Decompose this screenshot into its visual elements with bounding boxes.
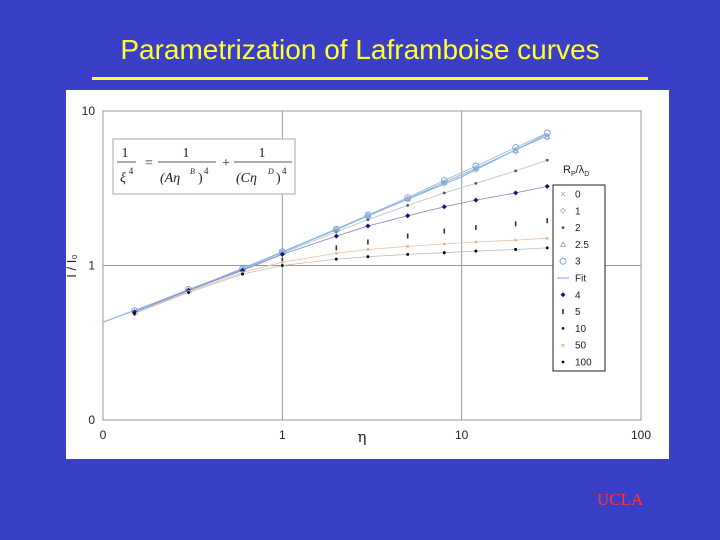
series-10 — [133, 246, 548, 314]
series-5-point — [407, 234, 409, 239]
series-100-point — [241, 273, 244, 276]
series-50 — [133, 237, 548, 315]
formula-term2-exp-d: D — [268, 167, 274, 176]
series-4-point — [513, 190, 518, 195]
y-axis-label: I / I₀ — [64, 254, 79, 278]
formula-term1-exp-b: B — [190, 167, 195, 176]
legend-swatch — [562, 309, 564, 314]
series-50-point — [546, 237, 549, 240]
series-50-point — [474, 241, 477, 244]
ucla-logo-text: UCLA — [597, 490, 644, 509]
chart-svg — [66, 90, 669, 459]
series-5 — [134, 218, 548, 316]
y-tick-label: 1 — [88, 258, 95, 273]
y-tick-label: 10 — [81, 104, 95, 118]
series-100-point — [406, 253, 409, 256]
formula-term1-exp: 4 — [204, 166, 209, 176]
series-2-point — [474, 182, 477, 185]
formula-lhs-exp: 4 — [128, 166, 134, 176]
legend-label: 2.5 — [575, 239, 589, 251]
legend-swatch — [562, 327, 565, 330]
series-4-point — [545, 184, 550, 189]
legend-label: 10 — [575, 323, 587, 335]
series-100-trend — [135, 248, 548, 313]
series-4 — [132, 184, 550, 315]
series-100-point — [133, 312, 136, 315]
series-2-point — [546, 159, 549, 162]
formula-lhs-den: ξ — [120, 171, 126, 186]
title-underline — [92, 77, 648, 80]
series-100-point — [335, 258, 338, 261]
series-4-trend — [135, 186, 548, 312]
series-5-point — [336, 245, 338, 250]
series-4-point — [442, 204, 447, 209]
legend-label: 50 — [575, 340, 587, 352]
chart-panel — [66, 90, 669, 459]
legend-label: 3 — [575, 256, 581, 268]
x-tick-label: 1 — [278, 428, 286, 442]
legend-title: $R_P/\lambda_D$ — [563, 164, 590, 178]
series-100 — [133, 246, 548, 314]
formula-term2-exp: 4 — [282, 166, 287, 176]
series-4-point — [365, 224, 370, 229]
series-5-point — [515, 221, 517, 226]
series-50-point — [366, 248, 369, 251]
series-100-point — [187, 291, 190, 294]
legend-label: 0 — [575, 189, 581, 201]
formula-term1-num: 1 — [182, 146, 190, 161]
series-5-point — [367, 239, 369, 244]
svg-text:+: + — [222, 156, 230, 171]
series-100-point — [514, 248, 517, 251]
series-2-point — [443, 192, 446, 195]
y-tick-label: 0 — [88, 413, 95, 427]
legend-swatch — [562, 344, 565, 347]
x-tick-label: 0 — [99, 428, 107, 442]
series-5-point — [443, 229, 445, 234]
series-2-point — [514, 169, 517, 172]
legend-label: 4 — [575, 290, 581, 302]
legend — [553, 164, 605, 371]
series-4-point — [473, 198, 478, 203]
series-100-point — [474, 250, 477, 253]
series-50-point — [406, 245, 409, 248]
formula-term1-den-a: (Aη — [160, 171, 181, 186]
formula-term2-den-a: (Cη — [236, 171, 257, 186]
series-2-point — [406, 204, 409, 207]
svg-text:=: = — [145, 156, 153, 171]
legend-label: 1 — [575, 206, 581, 218]
series-50-trend — [135, 238, 548, 313]
series-100-point — [281, 264, 284, 267]
series-100-point — [366, 255, 369, 258]
legend-swatch — [562, 226, 565, 229]
legend-swatch — [562, 361, 565, 364]
slide-title: Parametrization of Laframboise curves — [120, 34, 600, 65]
series-5-point — [475, 225, 477, 230]
series-100-point — [546, 246, 549, 249]
series-50-point — [335, 252, 338, 255]
formula-term2-num: 1 — [258, 146, 266, 161]
series-50-point — [514, 239, 517, 242]
series-2-point — [366, 218, 369, 221]
formula-lhs-num: 1 — [121, 146, 129, 161]
series-50-point — [281, 261, 284, 264]
legend-label: Fit — [575, 273, 587, 285]
legend-label: 100 — [575, 357, 592, 369]
legend-label: 2 — [575, 223, 581, 235]
series-100-point — [443, 251, 446, 254]
series-50-point — [443, 242, 446, 245]
series-4-point — [334, 234, 339, 239]
x-tick-label: 100 — [630, 428, 652, 442]
series-5-point — [546, 218, 548, 223]
legend-label: 5 — [575, 307, 581, 319]
x-tick-label: 10 — [454, 428, 469, 442]
formula-box — [113, 139, 295, 194]
series-4-point — [405, 213, 410, 218]
formula-term1-den-b: ) — [198, 171, 203, 186]
formula-term2-den-b: ) — [276, 171, 281, 186]
x-axis-label: η — [357, 428, 367, 446]
